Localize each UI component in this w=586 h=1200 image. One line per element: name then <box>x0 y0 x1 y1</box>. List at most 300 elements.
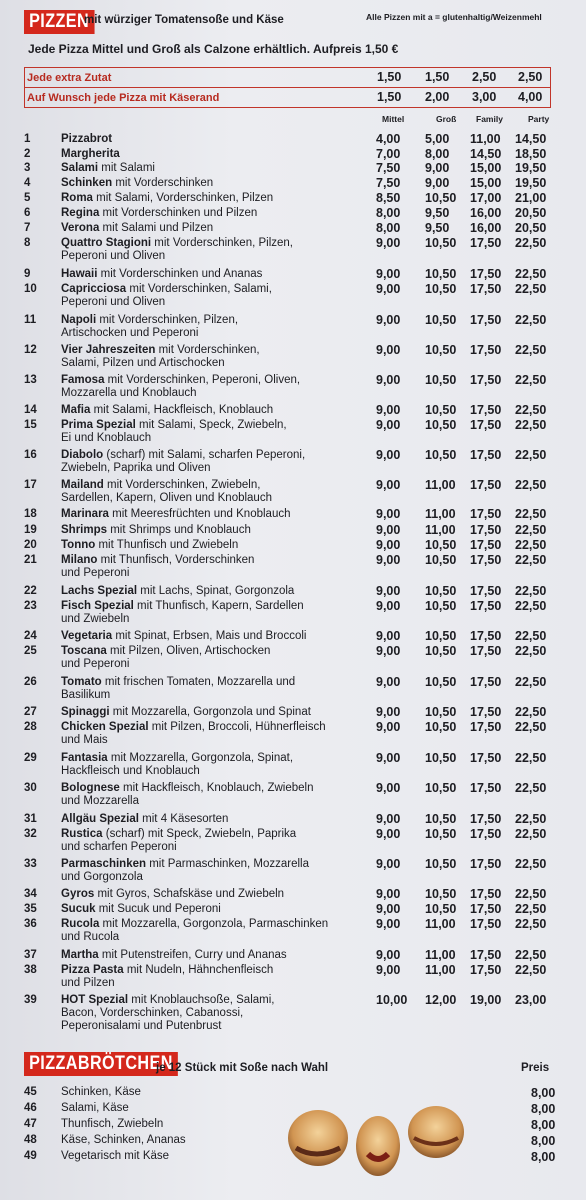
pizza-number: 37 <box>24 949 37 961</box>
pizza-price: 11,00 <box>425 523 456 537</box>
pizza-price: 17,50 <box>470 553 502 567</box>
pizza-price: 19,00 <box>470 993 502 1007</box>
pizza-price: 17,50 <box>470 675 502 689</box>
calzone-note: Jede Pizza Mittel und Groß als Calzone erhältlich. Aufpreis 1,50 € <box>28 42 399 56</box>
pizza-description <box>61 419 361 445</box>
pizza-number: 19 <box>24 524 37 536</box>
pizza-price: 9,00 <box>376 282 401 296</box>
pizza-price: 17,50 <box>470 584 502 598</box>
pizza-name: Mafia <box>61 404 91 416</box>
pizza-name: Bolognese <box>61 782 120 794</box>
pizza-price: 23,00 <box>515 993 547 1007</box>
pizza-price: 19,50 <box>515 161 547 175</box>
pizza-title: PIZZEN <box>24 10 94 34</box>
pizza-price: 10,50 <box>425 282 457 296</box>
pizza-name: Schinken <box>61 177 113 189</box>
pizza-price: 10,50 <box>425 781 457 795</box>
pizza-price: 15,00 <box>470 176 502 190</box>
pizza-price: 9,00 <box>376 538 401 552</box>
pizza-description <box>61 585 361 598</box>
pizza-ingredients-line2: und Zwiebeln <box>61 613 130 625</box>
pizza-name: Sucuk <box>61 903 96 915</box>
pizza-price: 17,50 <box>470 644 502 658</box>
pizza-ingredients-line2: Peperoni und Oliven <box>61 296 166 308</box>
pizza-price: 10,50 <box>425 313 457 327</box>
pizza-price: 10,50 <box>425 267 457 281</box>
pizza-price: 17,50 <box>470 781 502 795</box>
pizza-price: 17,50 <box>470 282 502 296</box>
pizza-price: 22,50 <box>515 282 547 296</box>
pizza-price: 17,50 <box>470 599 502 613</box>
pizza-description <box>61 994 361 1033</box>
pizza-name: Fisch Spezial <box>61 600 134 612</box>
pizza-price: 9,00 <box>425 161 450 175</box>
pizza-description <box>61 858 361 884</box>
pizza-name: Napoli <box>61 314 97 326</box>
pizza-ingredients: mit frischen Tomaten, Mozzarella und <box>101 676 296 688</box>
pizza-ingredients: mit Pilzen, Broccoli, Hühnerfleisch <box>148 721 326 733</box>
pizza-number: 27 <box>24 706 37 718</box>
pizza-ingredients: mit Vorderschinken, Peperoni, Oliven, <box>104 374 301 386</box>
pizza-price: 9,00 <box>376 343 401 357</box>
pizza-description <box>61 888 361 901</box>
pizza-number: 36 <box>24 918 37 930</box>
pizza-number: 39 <box>24 994 37 1006</box>
pizza-rolls-image <box>286 1098 468 1180</box>
pizza-description <box>61 645 361 671</box>
pizza-ingredients-line2: Ei und Knoblauch <box>61 432 152 444</box>
pizza-ingredients: mit Mozzarella, Gorgonzola, Spinat, <box>107 752 294 764</box>
pizza-ingredients: mit Putenstreifen, Curry und Ananas <box>98 949 287 961</box>
pizza-ingredients: mit Thunfisch, Kapern, Sardellen <box>133 600 304 612</box>
broetchen-description: Salami, Käse <box>61 1102 129 1114</box>
pizza-price: 22,50 <box>515 812 547 826</box>
pizza-price: 22,50 <box>515 675 547 689</box>
pizza-number: 18 <box>24 508 37 520</box>
pizza-description <box>61 222 361 235</box>
pizza-name: Tomato <box>61 676 102 688</box>
pizza-price: 9,00 <box>376 751 401 765</box>
pizza-price: 10,50 <box>425 629 457 643</box>
pizza-description <box>61 207 361 220</box>
pizza-name: Fantasia <box>61 752 108 764</box>
pizza-number: 35 <box>24 903 37 915</box>
pizza-price: 22,50 <box>515 313 547 327</box>
pizza-price: 11,00 <box>425 917 456 931</box>
pizza-price: 7,50 <box>376 161 401 175</box>
pizza-price: 9,00 <box>376 902 401 916</box>
pizza-ingredients-line2: Bacon, Vorderschinken, Cabanossi, <box>61 1007 244 1019</box>
pizza-ingredients: mit Thunfisch und Zwiebeln <box>95 539 239 551</box>
pizza-name: Verona <box>61 222 100 234</box>
pizza-ingredients: mit Salami, Speck, Zwiebeln, <box>135 419 287 431</box>
pizza-price: 9,00 <box>425 176 450 190</box>
pizza-name: Hawaii <box>61 268 98 280</box>
pizza-price: 17,50 <box>470 812 502 826</box>
pizza-name: Regina <box>61 207 100 219</box>
pizza-price: 7,00 <box>376 147 401 161</box>
pizza-price: 19,50 <box>515 176 547 190</box>
pizza-price: 22,50 <box>515 751 547 765</box>
pizza-name: Tonno <box>61 539 96 551</box>
pizza-name: Rustica <box>61 828 103 840</box>
pizza-name: Vegetaria <box>61 630 113 642</box>
pizza-price: 9,00 <box>376 448 401 462</box>
broetchen-number: 45 <box>24 1086 37 1098</box>
pizza-name: Roma <box>61 192 93 204</box>
pizza-price: 8,00 <box>425 147 450 161</box>
pizza-price: 17,50 <box>470 629 502 643</box>
pizza-ingredients: mit 4 Käsesorten <box>138 813 229 825</box>
pizza-price: 9,50 <box>425 221 450 235</box>
pizza-description <box>61 344 361 370</box>
pizza-price: 22,50 <box>515 705 547 719</box>
pizza-description <box>61 630 361 643</box>
pizza-price: 9,00 <box>376 720 401 734</box>
pizza-description <box>61 524 361 537</box>
pizza-price: 16,00 <box>470 221 502 235</box>
pizza-number: 16 <box>24 449 37 461</box>
broetchen-number: 47 <box>24 1118 37 1130</box>
pizza-price: 17,50 <box>470 343 502 357</box>
extra-price: 4,00 <box>518 90 543 104</box>
extra-price: 2,50 <box>518 70 543 84</box>
pizza-ingredients: mit Parmaschinken, Mozzarella <box>146 858 309 870</box>
pizza-price: 22,50 <box>515 781 547 795</box>
pizza-name: Spinaggi <box>61 706 110 718</box>
pizza-ingredients: mit Knoblauchsoße, Salami, <box>128 994 275 1006</box>
pizza-description <box>61 828 361 854</box>
pizza-price: 10,50 <box>425 705 457 719</box>
pizza-price: 22,50 <box>515 448 547 462</box>
pizza-price: 22,50 <box>515 629 547 643</box>
pizza-description <box>61 177 361 190</box>
extra-price: 1,50 <box>425 70 450 84</box>
pizza-ingredients-line2: Basilikum <box>61 689 111 701</box>
pizza-number: 8 <box>24 237 31 249</box>
pizza-description <box>61 721 361 747</box>
pizza-ingredients: mit Meeresfrüchten und Knoblauch <box>108 508 291 520</box>
pizza-price: 9,00 <box>376 644 401 658</box>
pizza-price: 22,50 <box>515 267 547 281</box>
pizza-price: 9,00 <box>376 812 401 826</box>
pizza-price: 10,50 <box>425 553 457 567</box>
pizza-price: 17,50 <box>470 373 502 387</box>
extra-label: Jede extra Zutat <box>27 72 112 84</box>
pizza-name: Toscana <box>61 645 107 657</box>
pizza-price: 17,50 <box>470 538 502 552</box>
pizza-price: 17,50 <box>470 236 502 250</box>
pizza-ingredients-line2: und Mozzarella <box>61 795 139 807</box>
pizza-ingredients: mit Shrimps und Knoblauch <box>107 524 251 536</box>
pizza-description <box>61 133 361 146</box>
pizza-price: 10,50 <box>425 827 457 841</box>
pizza-name: Martha <box>61 949 99 961</box>
pizza-price: 17,00 <box>470 191 502 205</box>
pizza-description <box>61 782 361 808</box>
pizza-price: 15,00 <box>470 161 502 175</box>
pizza-price: 16,00 <box>470 206 502 220</box>
pizza-price: 17,50 <box>470 751 502 765</box>
pizza-price: 22,50 <box>515 584 547 598</box>
size-header-party: Party <box>528 114 550 124</box>
extra-row <box>25 87 550 107</box>
pizza-ingredients-line2: und Peperoni <box>61 658 130 670</box>
extra-label: Auf Wunsch jede Pizza mit Käserand <box>27 92 220 104</box>
pizza-price: 11,00 <box>425 963 456 977</box>
pizza-number: 14 <box>24 404 37 416</box>
pizza-price: 10,50 <box>425 720 457 734</box>
pizza-price: 10,50 <box>425 403 457 417</box>
pizza-description <box>61 449 361 475</box>
pizza-ingredients: (scharf) mit Speck, Zwiebeln, Paprika <box>102 828 297 840</box>
pizza-description <box>61 162 361 175</box>
pizza-number: 21 <box>24 554 37 566</box>
pizza-description <box>61 918 361 944</box>
pizza-price: 22,50 <box>515 948 547 962</box>
pizza-price: 10,50 <box>425 751 457 765</box>
broetchen-price: 8,00 <box>531 1150 556 1164</box>
pizza-ingredients-line2: Mozzarella und Knoblauch <box>61 387 197 399</box>
broetchen-description: Vegetarisch mit Käse <box>61 1150 170 1162</box>
price-header: Preis <box>521 1062 550 1074</box>
pizza-price: 9,00 <box>376 781 401 795</box>
pizza-ingredients: mit Vorderschinken, Salami, <box>126 283 272 295</box>
pizza-price: 17,50 <box>470 523 502 537</box>
broetchen-price: 8,00 <box>531 1118 556 1132</box>
pizza-ingredients-line2: Sardellen, Kapern, Oliven und Knoblauch <box>61 492 272 504</box>
pizza-number: 31 <box>24 813 37 825</box>
pizza-price: 14,50 <box>515 132 547 146</box>
pizza-description <box>61 676 361 702</box>
pizza-ingredients: mit Gyros, Schafskäse und Zwiebeln <box>94 888 285 900</box>
pizza-price: 11,00 <box>470 132 501 146</box>
pizza-price: 9,00 <box>376 675 401 689</box>
gluten-note: Alle Pizzen mit a = glutenhaltig/Weizenmehl <box>366 12 542 22</box>
pizza-price: 9,00 <box>376 917 401 931</box>
pizza-ingredients-line2: und Pilzen <box>61 977 115 989</box>
pizza-price: 22,50 <box>515 917 547 931</box>
size-header-family: Family <box>476 114 503 124</box>
broetchen-price: 8,00 <box>531 1134 556 1148</box>
pizza-ingredients: mit Vorderschinken und Pilzen <box>99 207 258 219</box>
pizza-description <box>61 283 361 309</box>
pizza-ingredients-line2: Zwiebeln, Paprika und Oliven <box>61 462 211 474</box>
broetchen-description: Schinken, Käse <box>61 1086 141 1098</box>
pizza-number: 32 <box>24 828 37 840</box>
pizza-price: 10,50 <box>425 644 457 658</box>
extra-price: 1,50 <box>377 90 402 104</box>
pizza-price: 9,00 <box>376 629 401 643</box>
pizza-name: Marinara <box>61 508 109 520</box>
pizza-description <box>61 374 361 400</box>
pizza-price: 20,50 <box>515 221 547 235</box>
pizza-price: 17,50 <box>470 418 502 432</box>
pizza-price: 22,50 <box>515 523 547 537</box>
pizza-price: 22,50 <box>515 599 547 613</box>
pizza-name: Margherita <box>61 148 120 160</box>
pizza-price: 22,50 <box>515 236 547 250</box>
pizza-price: 22,50 <box>515 887 547 901</box>
pizza-price: 4,00 <box>376 132 401 146</box>
pizza-price: 10,50 <box>425 448 457 462</box>
pizza-price: 8,50 <box>376 191 401 205</box>
pizza-price: 17,50 <box>470 902 502 916</box>
pizza-number: 9 <box>24 268 31 280</box>
pizza-price: 10,50 <box>425 599 457 613</box>
pizza-name: Allgäu Spezial <box>61 813 139 825</box>
broetchen-number: 49 <box>24 1150 37 1162</box>
pizza-description <box>61 404 361 417</box>
broetchen-number: 46 <box>24 1102 37 1114</box>
pizza-price: 22,50 <box>515 827 547 841</box>
pizza-number: 11 <box>24 314 37 326</box>
pizza-price: 9,00 <box>376 478 401 492</box>
pizza-name: Shrimps <box>61 524 108 536</box>
pizza-number: 23 <box>24 600 37 612</box>
pizza-ingredients: mit Lachs, Spinat, Gorgonzola <box>137 585 295 597</box>
pizza-price: 22,50 <box>515 403 547 417</box>
pizza-price: 9,00 <box>376 507 401 521</box>
pizza-price: 17,50 <box>470 887 502 901</box>
pizza-description <box>61 554 361 580</box>
pizza-price: 5,00 <box>425 132 450 146</box>
pizza-description <box>61 752 361 778</box>
pizza-number: 6 <box>24 207 31 219</box>
pizza-ingredients: mit Pilzen, Oliven, Artischocken <box>106 645 271 657</box>
pizza-price: 17,50 <box>470 857 502 871</box>
pizza-number: 38 <box>24 964 37 976</box>
broetchen-price: 8,00 <box>531 1102 556 1116</box>
size-header-mittel: Mittel <box>382 114 405 124</box>
pizza-price: 10,50 <box>425 538 457 552</box>
pizza-price: 14,50 <box>470 147 502 161</box>
broetchen-subtitle: je 12 Stück mit Soße nach Wahl <box>156 1062 329 1074</box>
pizza-ingredients: mit Salami <box>98 162 155 174</box>
pizza-price: 9,00 <box>376 403 401 417</box>
pizza-ingredients: mit Vorderschinken, Zwiebeln, <box>103 479 261 491</box>
pizza-price: 8,00 <box>376 221 401 235</box>
pizza-price: 22,50 <box>515 343 547 357</box>
pizza-ingredients: mit Mozzarella, Gorgonzola, Parmaschinken <box>99 918 329 930</box>
pizza-number: 25 <box>24 645 37 657</box>
pizza-name: Prima Spezial <box>61 419 136 431</box>
pizza-number: 28 <box>24 721 37 733</box>
pizza-ingredients: mit Vorderschinken, <box>155 344 260 356</box>
pizza-description <box>61 314 361 340</box>
pizza-description <box>61 903 361 916</box>
pizza-name: Capricciosa <box>61 283 127 295</box>
pizza-price: 17,50 <box>470 478 502 492</box>
pizza-price: 9,00 <box>376 418 401 432</box>
pizza-name: HOT Spezial <box>61 994 129 1006</box>
pizza-price: 17,50 <box>470 507 502 521</box>
pizza-price: 12,00 <box>425 993 457 1007</box>
pizza-number: 5 <box>24 192 31 204</box>
pizza-price: 22,50 <box>515 857 547 871</box>
extra-price: 1,50 <box>377 70 402 84</box>
pizza-description <box>61 949 361 962</box>
pizza-ingredients-line2: und Gorgonzola <box>61 871 143 883</box>
pizza-number: 4 <box>24 177 31 189</box>
pizza-price: 21,00 <box>515 191 547 205</box>
pizza-name: Parmaschinken <box>61 858 147 870</box>
pizza-name: Mailand <box>61 479 104 491</box>
pizza-description <box>61 479 361 505</box>
pizza-name: Famosa <box>61 374 105 386</box>
pizza-number: 34 <box>24 888 37 900</box>
pizza-price: 11,00 <box>425 507 456 521</box>
pizza-number: 20 <box>24 539 37 551</box>
pizza-number: 24 <box>24 630 37 642</box>
pizza-ingredients: mit Vorderschinken, Pilzen, <box>96 314 239 326</box>
pizza-price: 20,50 <box>515 206 547 220</box>
pizza-name: Milano <box>61 554 98 566</box>
pizza-price: 9,00 <box>376 827 401 841</box>
pizza-name: Pizzabrot <box>61 133 113 145</box>
pizza-price: 22,50 <box>515 373 547 387</box>
pizza-description <box>61 237 361 263</box>
pizza-name: Pizza Pasta <box>61 964 124 976</box>
pizza-price: 17,50 <box>470 720 502 734</box>
pizza-ingredients-line3: Peperonisalami und Putenbrust <box>61 1020 222 1032</box>
broetchen-number: 48 <box>24 1134 37 1146</box>
pizza-description <box>61 600 361 626</box>
broetchen-description: Thunfisch, Zwiebeln <box>61 1118 164 1130</box>
pizza-price: 10,50 <box>425 887 457 901</box>
pizza-number: 15 <box>24 419 37 431</box>
pizza-price: 9,00 <box>376 963 401 977</box>
pizza-number: 3 <box>24 162 31 174</box>
extra-price: 2,50 <box>472 70 497 84</box>
extras-box <box>24 67 551 108</box>
pizza-number: 22 <box>24 585 37 597</box>
pizza-number: 10 <box>24 283 37 295</box>
pizza-ingredients: mit Salami, Hackfleisch, Knoblauch <box>90 404 274 416</box>
pizza-ingredients-line2: und Peperoni <box>61 567 130 579</box>
pizza-number: 29 <box>24 752 37 764</box>
broetchen-title: PIZZABRÖTCHEN <box>24 1052 178 1076</box>
pizza-name: Diabolo <box>61 449 104 461</box>
pizza-price: 10,50 <box>425 857 457 871</box>
pizza-price: 22,50 <box>515 644 547 658</box>
pizza-price: 9,00 <box>376 523 401 537</box>
pizza-number: 30 <box>24 782 37 794</box>
pizza-ingredients-line2: und Mais <box>61 734 108 746</box>
pizza-description <box>61 706 361 719</box>
broetchen-description: Käse, Schinken, Ananas <box>61 1134 186 1146</box>
pizza-price: 22,50 <box>515 478 547 492</box>
pizza-number: 17 <box>24 479 37 491</box>
pizza-price: 9,00 <box>376 313 401 327</box>
pizza-price: 10,50 <box>425 191 457 205</box>
pizza-price: 10,00 <box>376 993 408 1007</box>
pizza-description <box>61 192 361 205</box>
broetchen-price: 8,00 <box>531 1086 556 1100</box>
pizza-price: 17,50 <box>470 448 502 462</box>
pizza-ingredients: mit Vorderschinken und Ananas <box>97 268 263 280</box>
pizza-subtitle: mit würziger Tomatensoße und Käse <box>84 14 284 26</box>
pizza-price: 17,50 <box>470 267 502 281</box>
pizza-ingredients-line2: Peperoni und Oliven <box>61 250 166 262</box>
pizza-price: 17,50 <box>470 403 502 417</box>
pizza-price: 7,50 <box>376 176 401 190</box>
pizza-description <box>61 268 361 281</box>
pizza-name: Rucola <box>61 918 100 930</box>
pizza-price: 17,50 <box>470 705 502 719</box>
pizza-description <box>61 539 361 552</box>
pizza-price: 10,50 <box>425 902 457 916</box>
